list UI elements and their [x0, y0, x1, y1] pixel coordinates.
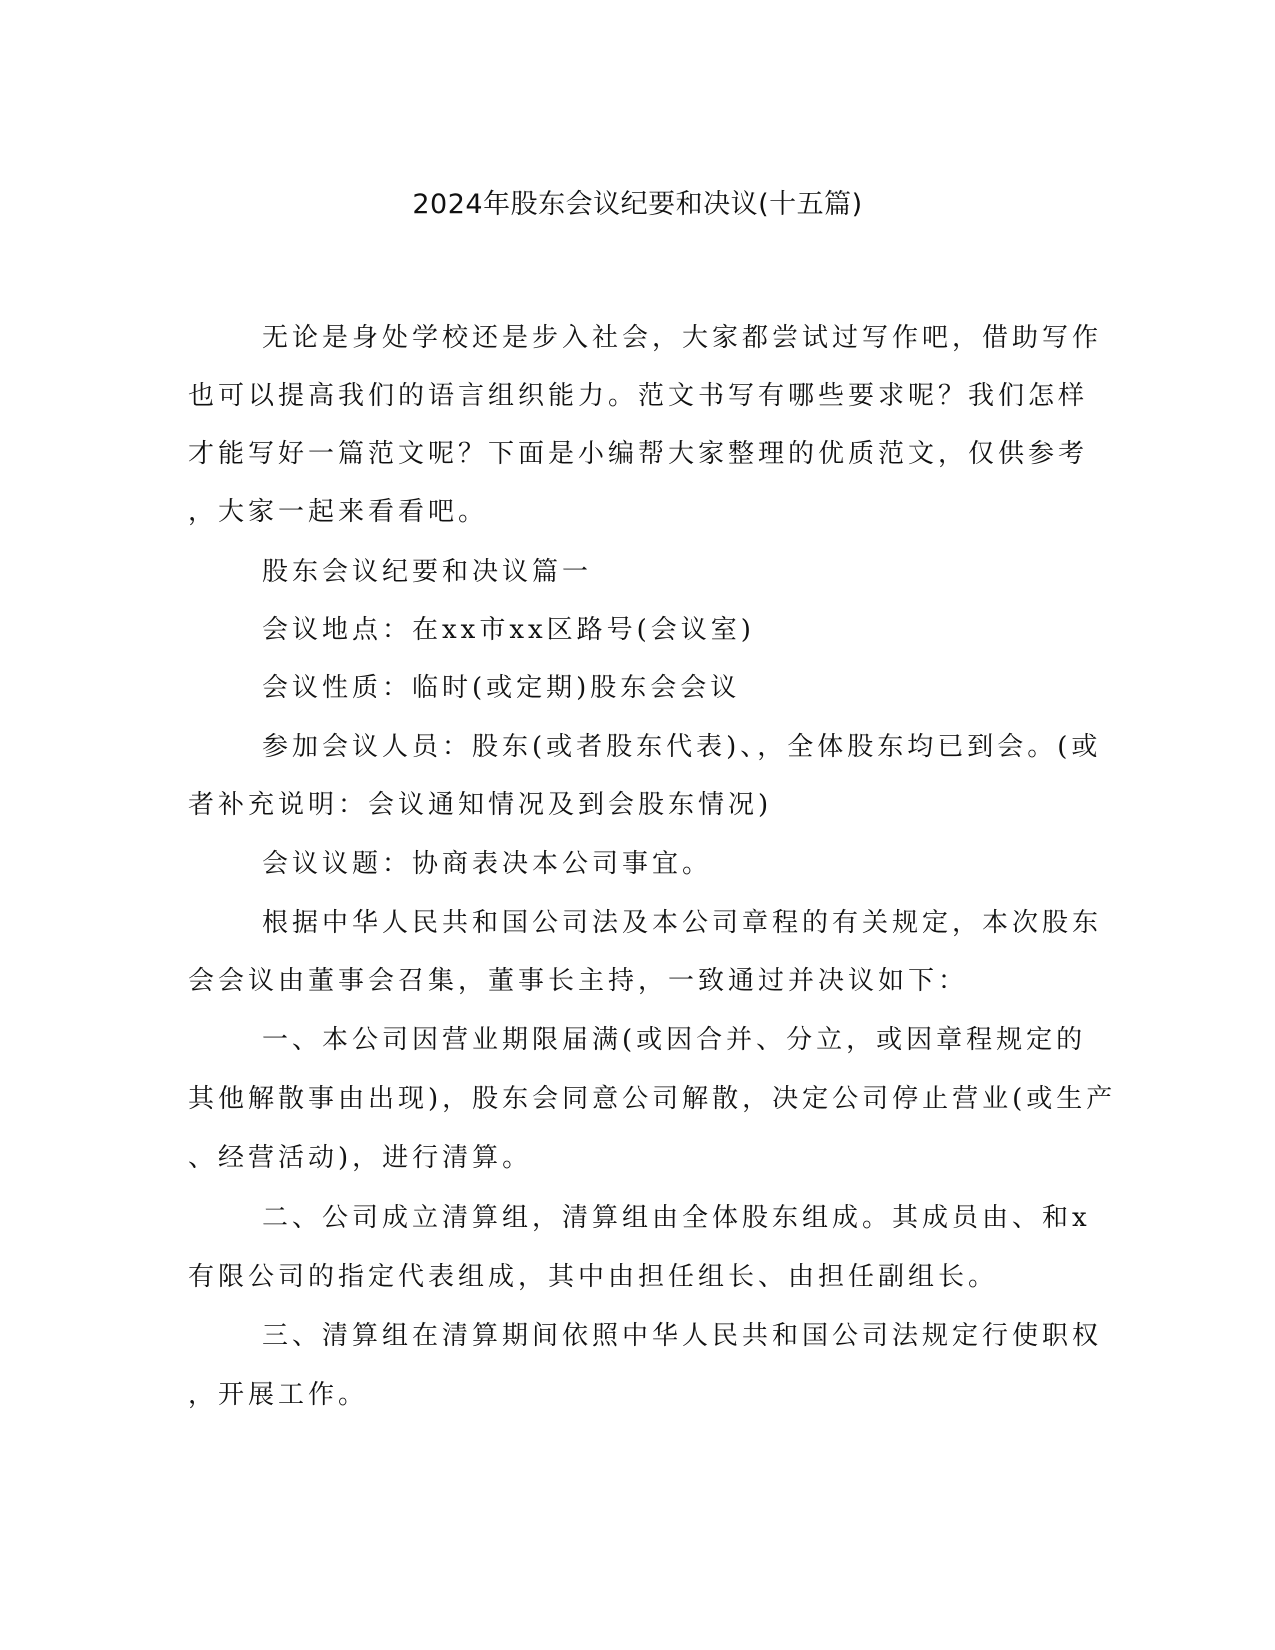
paragraph-line: 其他解散事由出现)，股东会同意公司解散，决定公司停止营业(或生产 — [188, 1084, 1117, 1114]
paragraph-line: 一、本公司因营业期限届满(或因合并、分立，或因章程规定的 — [262, 1025, 1087, 1055]
paragraph-line: 根据中华人民共和国公司法及本公司章程的有关规定，本次股东 — [262, 908, 1103, 938]
paragraph-line: 参加会议人员：股东(或者股东代表)、，全体股东均已到会。(或 — [262, 732, 1102, 762]
paragraph-line: 会议性质：临时(或定期)股东会会议 — [262, 673, 741, 703]
paragraph-line: 也可以提高我们的语言组织能力。范文书写有哪些要求呢？我们怎样 — [188, 381, 1089, 411]
paragraph-line: 、经营活动)，进行清算。 — [188, 1143, 533, 1173]
paragraph-line: 者补充说明：会议通知情况及到会股东情况) — [188, 790, 773, 820]
paragraph-line: 无论是身处学校还是步入社会，大家都尝试过写作吧，借助写作 — [262, 323, 1103, 353]
document-title: 2024年股东会议纪要和决议(十五篇) — [412, 189, 863, 220]
paragraph-line: ，大家一起来看看吧。 — [188, 497, 489, 527]
paragraph-line: 有限公司的指定代表组成，其中由担任组长、由担任副组长。 — [188, 1262, 999, 1292]
paragraph-line: 才能写好一篇范文呢？下面是小编帮大家整理的优质范文，仅供参考 — [188, 439, 1089, 469]
paragraph-line: 会会议由董事会召集，董事长主持，一致通过并决议如下： — [188, 966, 969, 996]
paragraph-line: 二、公司成立清算组，清算组由全体股东组成。其成员由、和x — [262, 1203, 1091, 1233]
section-heading: 股东会议纪要和决议篇一 — [262, 557, 593, 587]
paragraph-line: 会议地点：在xx市xx区路号(会议室) — [262, 615, 755, 645]
paragraph-line: 会议议题：协商表决本公司事宜。 — [262, 849, 713, 879]
paragraph-line: 三、清算组在清算期间依照中华人民共和国公司法规定行使职权 — [262, 1321, 1103, 1351]
paragraph-line: ，开展工作。 — [188, 1380, 369, 1410]
